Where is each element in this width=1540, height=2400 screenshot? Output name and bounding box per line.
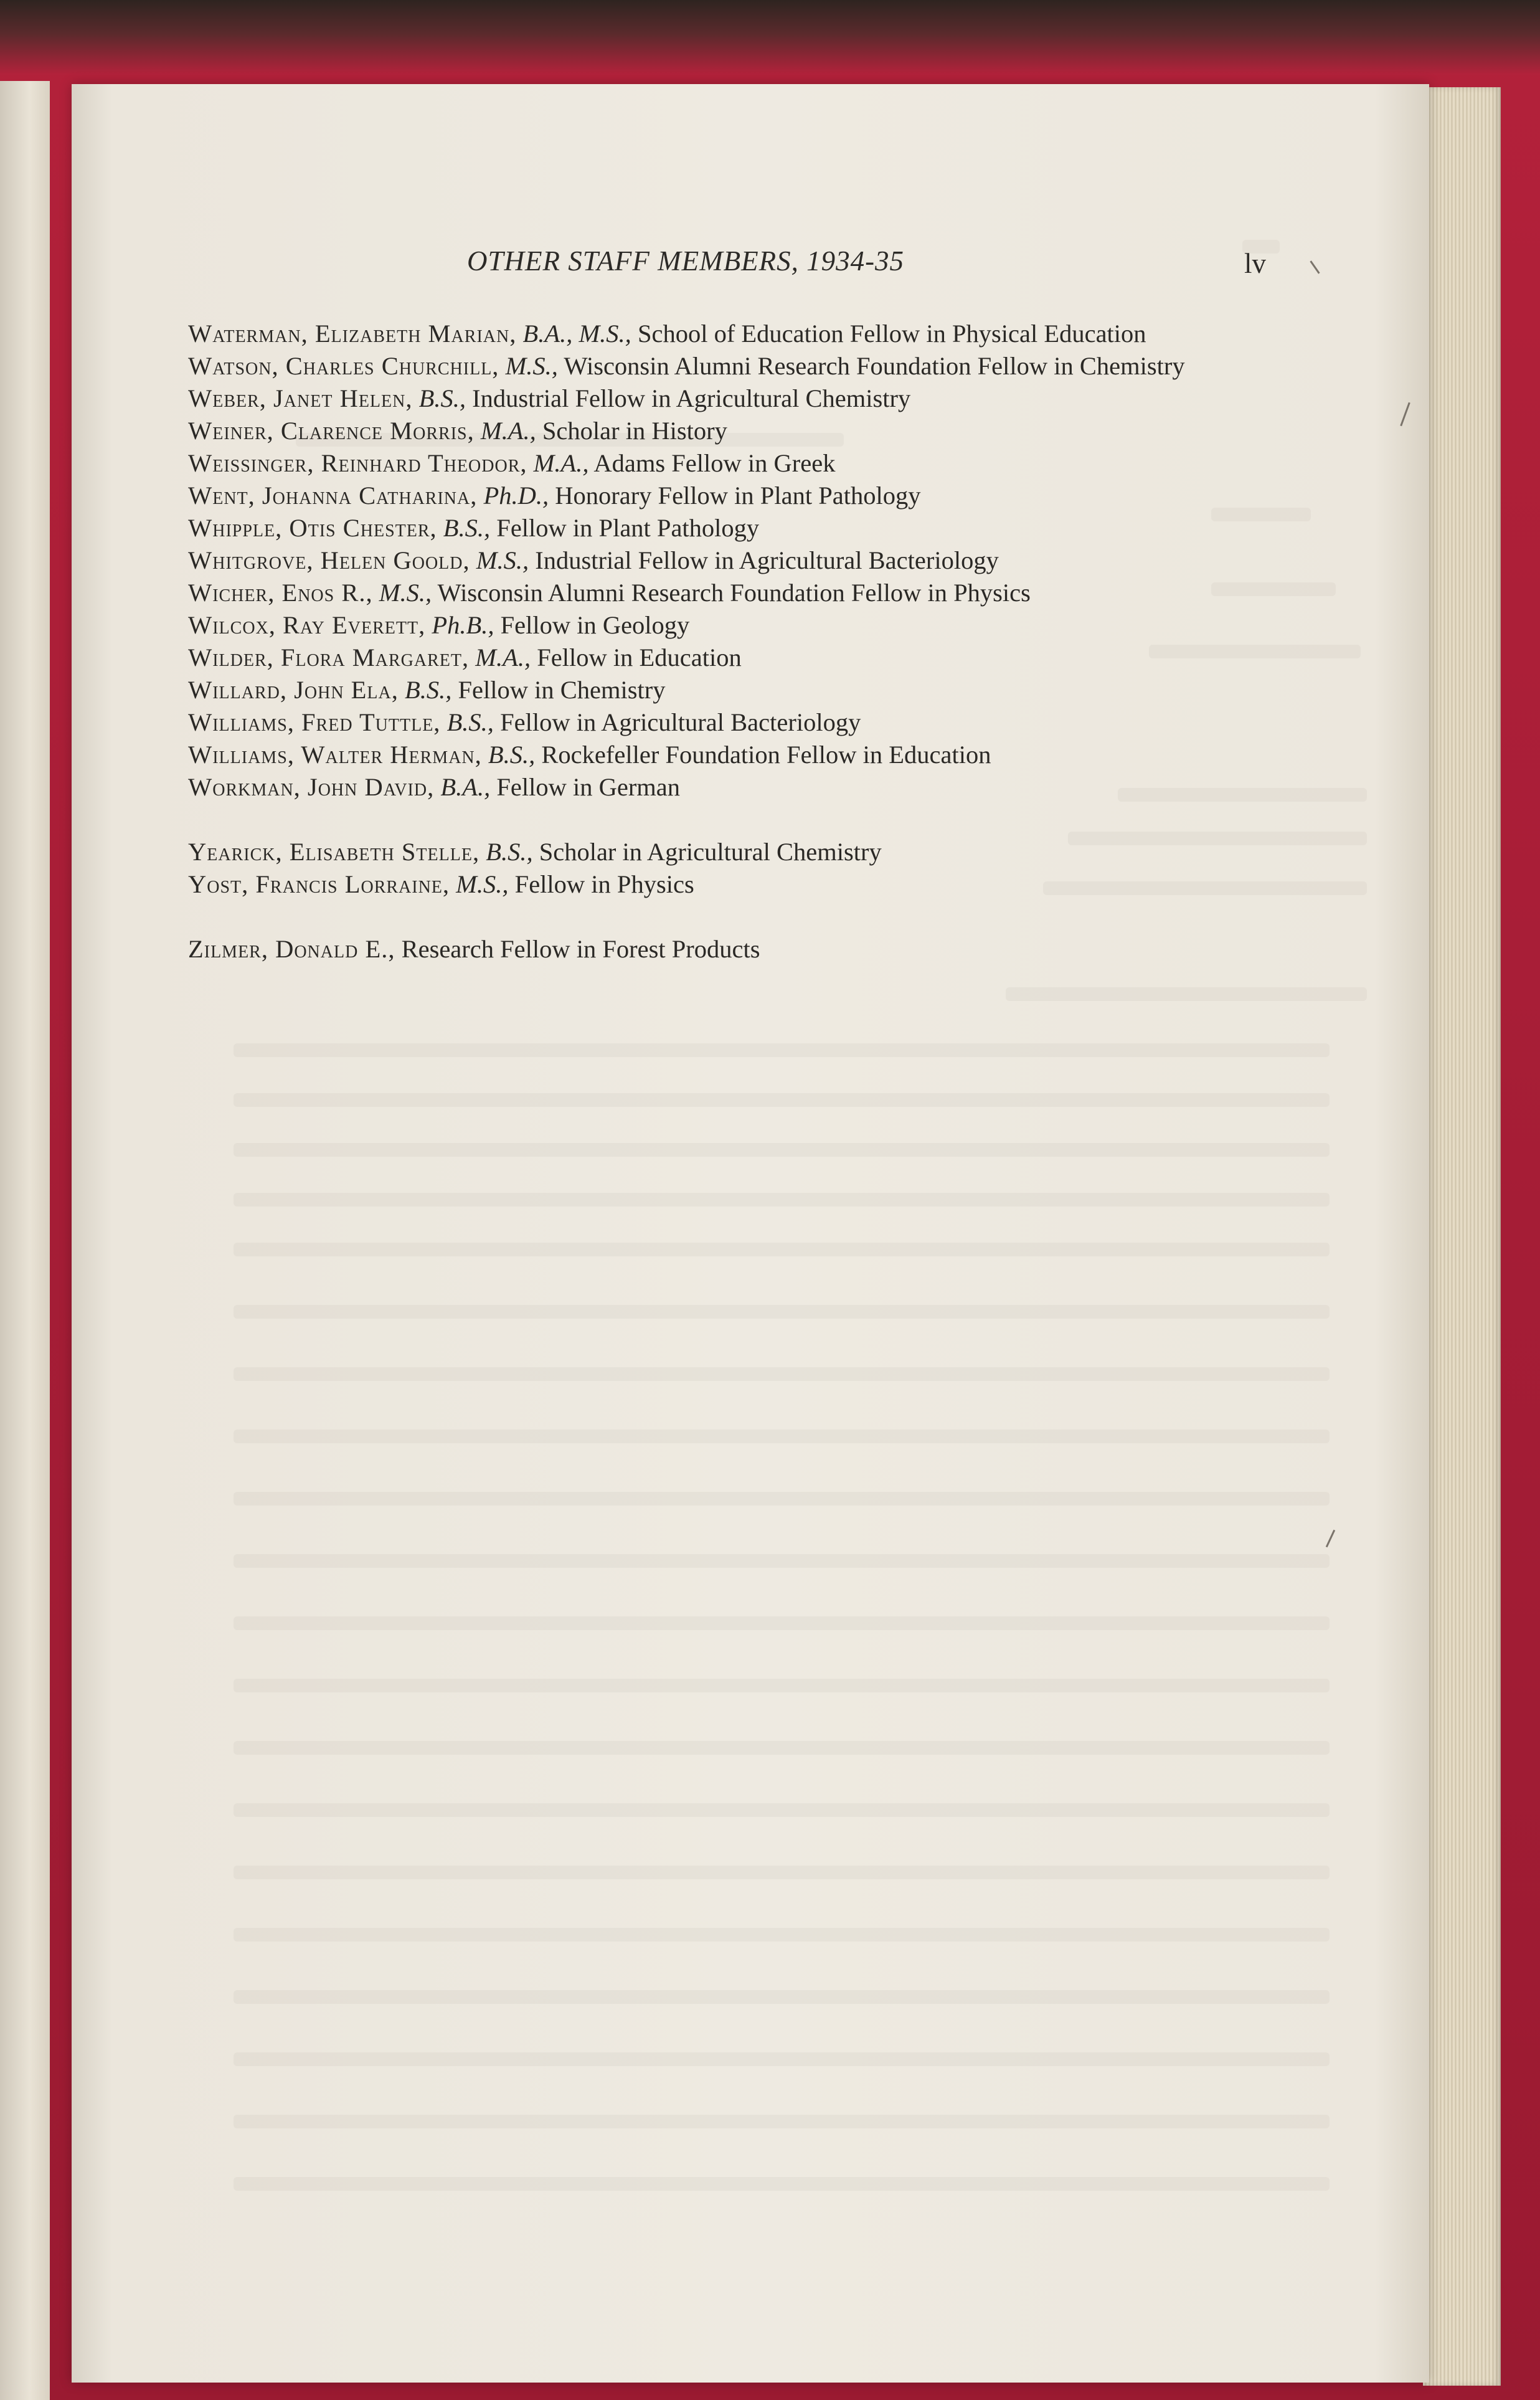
- staff-name: Workman, John David,: [188, 773, 435, 801]
- staff-degree: M.A.,: [475, 643, 531, 671]
- staff-position: School of Education Fellow in Physical Education: [637, 320, 1146, 348]
- page-number: lv: [1244, 248, 1267, 279]
- list-item: [188, 512, 1349, 544]
- list-item: [188, 642, 1349, 674]
- margin-mark: [1310, 260, 1320, 273]
- staff-degree: B.S.,: [418, 384, 466, 412]
- staff-degree: M.S.,: [476, 546, 529, 574]
- staff-position: Fellow in German: [496, 773, 681, 801]
- staff-position: Adams Fellow in Greek: [593, 449, 836, 477]
- staff-position: Wisconsin Alumni Research Foundation Fellow in Physics: [437, 579, 1031, 607]
- staff-name: Watson, Charles Churchill,: [188, 352, 499, 380]
- staff-position: Scholar in Agricultural Chemistry: [539, 838, 882, 866]
- staff-name: Yost, Francis Lorraine,: [188, 870, 450, 898]
- staff-position: Rockefeller Foundation Fellow in Education: [541, 741, 991, 769]
- list-item: [188, 933, 1349, 965]
- staff-name: Went, Johanna Catharina,: [188, 481, 478, 510]
- staff-degree: M.A.,: [533, 449, 589, 477]
- staff-name: Weber, Janet Helen,: [188, 384, 413, 412]
- staff-list: [188, 318, 1349, 965]
- staff-position: Fellow in Plant Pathology: [496, 514, 760, 542]
- staff-name: Williams, Fred Tuttle,: [188, 708, 441, 736]
- staff-name: Whitgrove, Helen Goold,: [188, 546, 470, 574]
- staff-name: Wilcox, Ray Everett,: [188, 611, 426, 639]
- staff-name: Wicher, Enos R.,: [188, 579, 373, 607]
- staff-name: Yearick, Elisabeth Stelle,: [188, 838, 480, 866]
- staff-name: Zilmer, Donald E.,: [188, 935, 395, 963]
- list-item: [188, 480, 1349, 512]
- list-item: [188, 318, 1349, 350]
- staff-position: Industrial Fellow in Agricultural Chemistry: [472, 384, 911, 412]
- list-item: [188, 674, 1349, 706]
- staff-position: Fellow in Physics: [514, 870, 694, 898]
- page-block-edges: [1423, 87, 1501, 2386]
- list-item: [188, 447, 1349, 480]
- staff-degree: B.S.,: [486, 838, 533, 866]
- staff-degree: B.A., M.S.,: [522, 320, 631, 348]
- staff-degree: B.S.,: [488, 741, 536, 769]
- staff-name: Whipple, Otis Chester,: [188, 514, 437, 542]
- list-item: [188, 836, 1349, 868]
- staff-degree: Ph.D.,: [483, 481, 549, 510]
- book-page: [72, 84, 1429, 2383]
- staff-name: Waterman, Elizabeth Marian,: [188, 320, 517, 348]
- margin-mark: [1326, 1530, 1335, 1547]
- list-item: [188, 415, 1349, 447]
- staff-name: Weiner, Clarence Morris,: [188, 417, 475, 445]
- staff-position: Research Fellow in Forest Products: [401, 935, 760, 963]
- staff-degree: M.S.,: [379, 579, 432, 607]
- staff-degree: M.S.,: [456, 870, 509, 898]
- list-item: [188, 544, 1349, 577]
- staff-degree: B.S.,: [405, 676, 452, 704]
- staff-degree: B.A.,: [440, 773, 491, 801]
- list-item: [188, 771, 1349, 804]
- staff-position: Industrial Fellow in Agricultural Bacteriology: [535, 546, 999, 574]
- staff-degree: M.A.,: [480, 417, 536, 445]
- staff-position: Wisconsin Alumni Research Foundation Fellow in Chemistry: [564, 352, 1185, 380]
- staff-name: Wilder, Flora Margaret,: [188, 643, 470, 671]
- facing-page-edge: [0, 81, 50, 2400]
- staff-name: Williams, Walter Herman,: [188, 741, 482, 769]
- list-item: [188, 577, 1349, 609]
- staff-degree: B.S.,: [446, 708, 494, 736]
- staff-name: Weissinger, Reinhard Theodor,: [188, 449, 527, 477]
- staff-position: Fellow in Agricultural Bacteriology: [500, 708, 861, 736]
- book-cover-top-edge: [0, 0, 1540, 75]
- staff-degree: M.S.,: [505, 352, 558, 380]
- list-item: [188, 706, 1349, 739]
- margin-mark: [1400, 402, 1410, 427]
- staff-degree: Ph.B.,: [432, 611, 494, 639]
- staff-name: Willard, John Ela,: [188, 676, 399, 704]
- staff-position: Fellow in Education: [537, 643, 742, 671]
- list-item: [188, 739, 1349, 771]
- staff-position: Fellow in Chemistry: [458, 676, 666, 704]
- running-title: OTHER STAFF MEMBERS, 1934-35: [467, 245, 905, 277]
- staff-position: Honorary Fellow in Plant Pathology: [555, 481, 921, 510]
- list-item: [188, 382, 1349, 415]
- staff-position: Fellow in Geology: [500, 611, 690, 639]
- list-item: [188, 609, 1349, 642]
- list-item: [188, 350, 1349, 382]
- staff-degree: B.S.,: [443, 514, 491, 542]
- list-item: [188, 868, 1349, 901]
- staff-position: Scholar in History: [542, 417, 727, 445]
